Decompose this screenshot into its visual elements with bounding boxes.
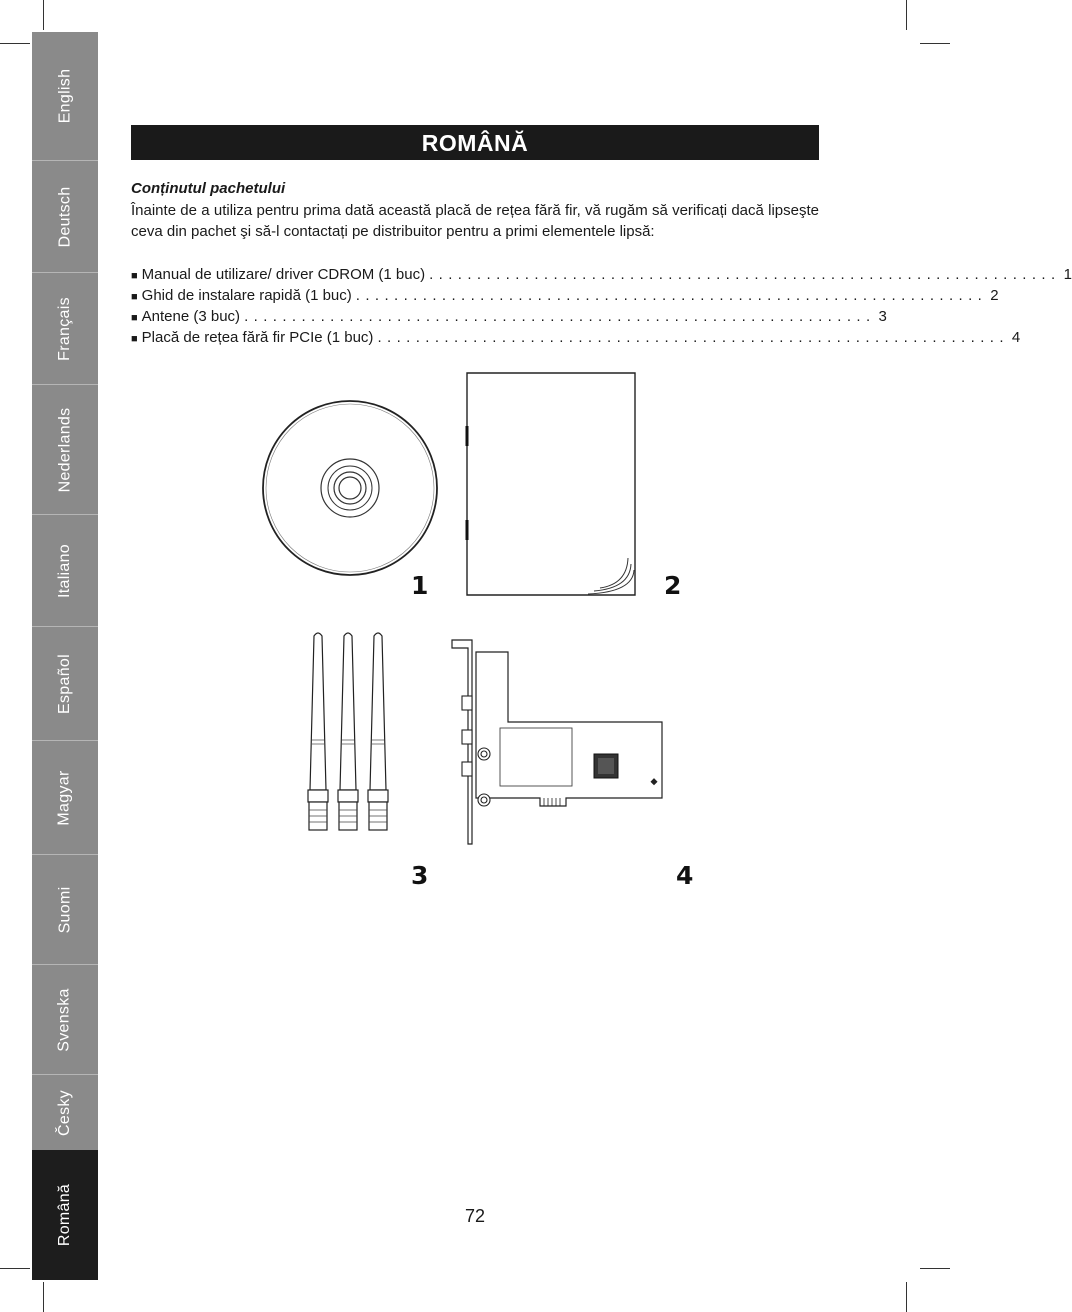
item-label: Placă de rețea fără fir PCIe (1 buc) — [141, 329, 374, 346]
page-number: 72 — [464, 1206, 486, 1226]
lang-tab-label: Română — [56, 1183, 73, 1247]
square-bullet-icon: ■ — [131, 291, 138, 303]
figure-label-4: 4 — [676, 861, 694, 890]
figure-label-1: 1 — [411, 571, 429, 600]
lang-tab-label: Español — [55, 654, 73, 714]
item-number: 3 — [878, 308, 887, 325]
pcie-card-icon — [446, 634, 668, 848]
item-number: 4 — [1011, 329, 1021, 346]
dot-leader: .................................................................. — [244, 308, 876, 325]
crop-mark — [906, 1282, 907, 1312]
list-item — [131, 264, 1072, 285]
square-bullet-icon: ■ — [131, 270, 138, 282]
item-number: 2 — [990, 287, 999, 304]
lang-tab-magyar[interactable] — [32, 740, 98, 855]
item-label: Manual de utilizare/ driver CDROM (1 buc) — [141, 266, 426, 283]
lang-tab-label: Nederlands — [56, 407, 74, 493]
list-item — [131, 306, 887, 327]
quick-guide-booklet-icon — [462, 370, 642, 600]
square-bullet-icon: ■ — [131, 312, 138, 324]
crop-mark — [43, 0, 44, 30]
lang-tab-svenska[interactable] — [32, 964, 98, 1075]
crop-mark — [906, 0, 907, 30]
lang-tab-label: Svenska — [56, 988, 73, 1052]
figure-label-2: 2 — [664, 571, 682, 600]
lang-tab-label: Deutsch — [55, 186, 73, 248]
lang-tab-suomi[interactable] — [32, 854, 98, 965]
item-label: Antene (3 buc) — [141, 308, 241, 325]
lang-tab-label: Français — [55, 297, 73, 361]
lang-tab-label: Česky — [55, 1090, 73, 1136]
lang-tab-italiano[interactable] — [32, 514, 98, 627]
lang-tab-francais[interactable] — [32, 272, 98, 385]
cd-rom-icon — [258, 405, 444, 575]
language-sidebar — [32, 32, 98, 1280]
lang-tab-label: Magyar — [56, 770, 73, 826]
lang-tab-label: English — [55, 68, 73, 124]
crop-mark — [43, 1282, 44, 1312]
lang-tab-cesky[interactable] — [32, 1074, 98, 1151]
crop-mark — [0, 1268, 30, 1269]
lang-tab-label: Suomi — [55, 886, 73, 934]
lang-tab-espanol[interactable] — [32, 626, 98, 741]
figure-label-3: 3 — [411, 861, 429, 890]
contents-list — [131, 264, 1072, 348]
list-item — [131, 327, 1021, 348]
lang-tab-label: Italiano — [56, 544, 73, 598]
item-label: Ghid de instalare rapidă (1 buc) — [141, 287, 352, 304]
lang-tab-nederlands[interactable] — [32, 384, 98, 515]
dot-leader: .................................................................. — [377, 329, 1009, 346]
crop-mark — [0, 43, 30, 44]
page-title: ROMÂNĂ — [131, 125, 819, 160]
antenna-icon — [300, 630, 400, 840]
crop-mark — [920, 1268, 950, 1269]
section-heading: Conținutul pachetului — [131, 180, 286, 197]
lang-tab-deutsch[interactable] — [32, 160, 98, 273]
intro-paragraph: Înainte de a utiliza pentru prima dată această placă de rețea fără fir, vă rugăm să verificați dacă lipseşte ceva din pachet şi să-l contactați pe distribuitor pentru a primi elementele lipsă: — [131, 202, 819, 240]
crop-mark — [920, 43, 950, 44]
list-item — [131, 285, 999, 306]
lang-tab-english[interactable] — [32, 32, 98, 160]
dot-leader: .................................................................. — [429, 266, 1061, 283]
item-number: 1 — [1063, 266, 1072, 283]
square-bullet-icon: ■ — [131, 333, 138, 345]
dot-leader: .................................................................. — [355, 287, 988, 304]
